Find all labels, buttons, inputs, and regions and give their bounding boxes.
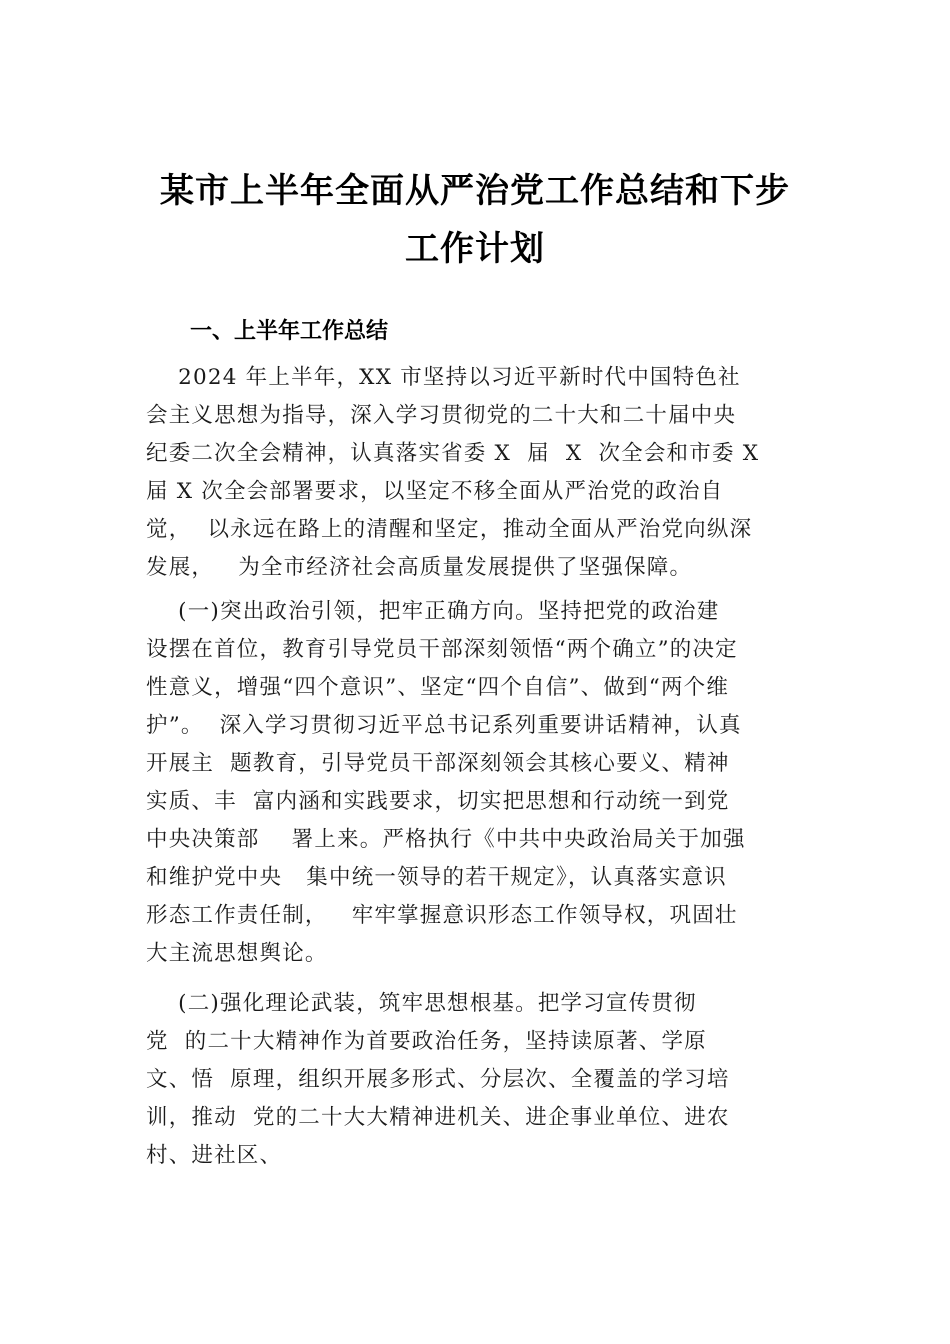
document-title-line-1: 某市上半年全面从严治党工作总结和下步: [160, 171, 790, 211]
body-line: 2024 年上半年，XX 市坚持以习近平新时代中国特色社: [146, 365, 741, 390]
body-line: 开展主 题教育，引导党员干部深刻领会其核心要义、精神: [146, 751, 730, 776]
body-line: 纪委二次全会精神，认真落实省委 X 届 X 次全会和市委 X: [146, 441, 760, 466]
body-line: 护”。 深入学习贯彻习近平总书记系列重要讲话精神，认真: [146, 713, 742, 738]
body-line: 中央决策部 署上来。严格执行《中共中央政治局关于加强: [146, 827, 746, 852]
body-line: 会主义思想为指导，深入学习贯彻党的二十大和二十届中央: [146, 403, 737, 428]
body-line: 党 的二十大精神作为首要政治任务，坚持读原著、学原: [146, 1029, 707, 1054]
body-line: 形态工作责任制， 牢牢掌握意识形态工作领导权，巩固壮: [146, 903, 738, 928]
body-line: 发展， 为全市经济社会高质量发展提供了坚强保障。: [146, 555, 693, 580]
body-line: 设摆在首位，教育引导党员干部深刻领悟“两个确立”的决定: [146, 637, 738, 662]
body-line: 届 X 次全会部署要求，以坚定不移全面从严治党的政治自: [146, 479, 724, 504]
body-line: 村、进社区、: [146, 1143, 283, 1168]
body-line: (二)强化理论武装，筑牢思想根基。把学习宣传贯彻: [146, 991, 697, 1016]
body-line: 文、悟 原理，组织开展多形式、分层次、全覆盖的学习培: [146, 1067, 730, 1092]
body-line: 性意义，增强“四个意识”、坚定“四个自信”、做到“两个维: [146, 675, 730, 700]
body-line: 觉， 以永远在路上的清醒和坚定，推动全面从严治党向纵深: [146, 517, 753, 542]
document-title-line-2: 工作计划: [405, 229, 545, 269]
body-line: 大主流思想舆论。: [146, 941, 328, 966]
body-line: 实质、丰 富内涵和实践要求，切实把思想和行动统一到党: [146, 789, 730, 814]
body-line: 和维护党中央 集中统一领导的若干规定》，认真落实意识: [146, 865, 727, 890]
section-heading-summary: 一、上半年工作总结: [190, 319, 389, 344]
body-line: (一)突出政治引领，把牢正确方向。坚持把党的政治建: [146, 599, 720, 624]
body-line: 训，推动 党的二十大大精神进机关、进企事业单位、进农: [146, 1105, 730, 1130]
